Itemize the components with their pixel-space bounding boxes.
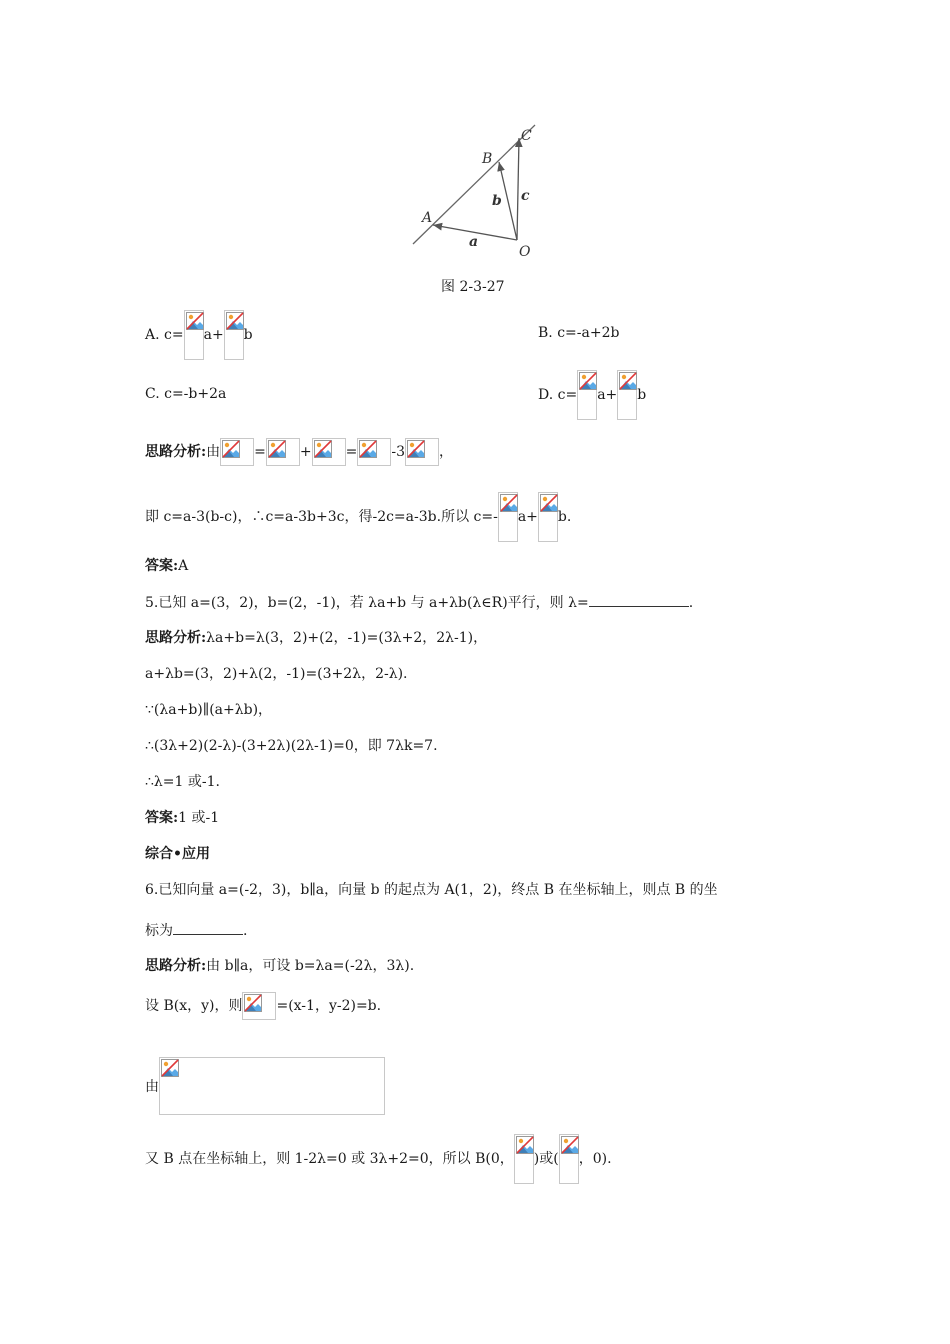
- point-label-o: O: [519, 244, 531, 260]
- vector-label-b: b: [492, 193, 502, 209]
- broken-image-icon: [540, 494, 558, 512]
- formula-image-icon: [538, 492, 558, 542]
- vector-c-arrow: [517, 138, 519, 240]
- question-text: 5.已知 a=(3，2)，b=(2，-1)，若 λa+b 与 a+λb(λ∈R)平行，则 λ=: [145, 595, 589, 611]
- question-text: 标为: [145, 923, 173, 939]
- analysis-text: 即 c=a-3(b-c)，∴c=a-3b+3c，得-2c=a-3b.所以 c=-: [145, 509, 498, 525]
- broken-image-icon: [359, 440, 377, 458]
- analysis-text: -3: [391, 444, 406, 460]
- q5-answer: [145, 808, 219, 828]
- analysis-text: =(x-1，y-2)=b.: [276, 998, 382, 1014]
- formula-image-icon: [405, 438, 439, 466]
- q4-answer: [145, 556, 188, 576]
- answer-blank[interactable]: [589, 592, 689, 607]
- option-d-suffix: b: [637, 387, 647, 403]
- broken-image-icon: [561, 1136, 579, 1154]
- option-b: B. c=-a+2b: [538, 325, 620, 341]
- analysis-label: 思路分析:: [145, 958, 207, 974]
- question-text: .: [688, 595, 694, 611]
- broken-image-icon: [244, 994, 262, 1012]
- vector-label-a: a: [469, 234, 479, 250]
- q6-analysis-line2: [145, 992, 381, 1020]
- broken-image-icon: [407, 440, 425, 458]
- q6-analysis-line4: [145, 1134, 612, 1184]
- point-label-b: B: [482, 151, 493, 167]
- figure-caption: 图 2-3-27: [441, 279, 505, 295]
- option-a-mid: a+: [203, 327, 224, 343]
- analysis-text: 由: [145, 1079, 159, 1095]
- formula-image-icon: [617, 370, 637, 420]
- vector-label-c: c: [521, 188, 530, 204]
- option-d-mid: a+: [597, 387, 618, 403]
- q6-prompt-line1: 6.已知向量 a=(-2，3)，b∥a，向量 b 的起点为 A(1，2)，终点 B 在坐标轴上，则点 B 的坐: [145, 882, 718, 898]
- broken-image-icon: [619, 372, 637, 390]
- option-d: [538, 370, 646, 420]
- analysis-text: 设 B(x，y)，则: [145, 998, 243, 1014]
- q5-analysis-line2: a+λb=(3，2)+λ(2，-1)=(3+2λ，2-λ).: [145, 666, 408, 682]
- analysis-text: λa+b=λ(3，2)+(2，-1)=(3λ+2，2λ-1)，: [206, 630, 488, 646]
- q5-analysis-line3: ∵(λa+b)∥(a+λb)，: [145, 702, 273, 718]
- analysis-text: =: [345, 444, 358, 460]
- broken-image-icon: [161, 1059, 179, 1077]
- formula-image-icon: [357, 438, 391, 466]
- option-d-prefix: D. c=: [538, 387, 578, 403]
- q4-analysis-line1: [145, 438, 453, 466]
- formula-image-icon: [514, 1134, 534, 1184]
- broken-image-icon: [500, 494, 518, 512]
- formula-image-icon: [266, 438, 300, 466]
- analysis-label: 思路分析:: [145, 630, 207, 646]
- analysis-text: a+: [517, 509, 538, 525]
- analysis-text: b.: [557, 509, 572, 525]
- broken-image-icon: [186, 312, 204, 330]
- option-a: [145, 310, 253, 360]
- section-title: 综合•应用: [145, 846, 210, 862]
- broken-image-icon: [579, 372, 597, 390]
- formula-image-icon: [159, 1057, 385, 1115]
- broken-image-icon: [222, 440, 240, 458]
- point-label-a: A: [422, 210, 433, 226]
- q5-analysis-line4: ∴(3λ+2)(2-λ)-(3+2λ)(2λ-1)=0，即 7λk=7.: [145, 738, 438, 754]
- q5-prompt: [145, 592, 693, 613]
- analysis-text: ，0).: [578, 1151, 612, 1167]
- broken-image-icon: [226, 312, 244, 330]
- formula-image-icon: [559, 1134, 579, 1184]
- answer-blank[interactable]: [173, 920, 243, 935]
- option-a-prefix: A. c=: [145, 327, 184, 343]
- answer-value: A: [178, 558, 189, 574]
- vector-figure: [405, 118, 550, 263]
- formula-image-icon: [242, 992, 276, 1020]
- option-c: C. c=-b+2a: [145, 386, 227, 402]
- analysis-label: 思路分析:: [145, 444, 207, 460]
- answer-label: 答案:: [145, 810, 179, 826]
- q6-analysis-line1: [145, 956, 414, 976]
- question-text: .: [243, 923, 248, 939]
- q5-analysis-line5: ∴λ=1 或-1.: [145, 774, 220, 790]
- formula-image-icon: [577, 370, 597, 420]
- broken-image-icon: [516, 1136, 534, 1154]
- broken-image-icon: [268, 440, 286, 458]
- formula-image-icon: [224, 310, 244, 360]
- analysis-text: 由: [206, 444, 221, 460]
- analysis-text: )或(: [533, 1151, 559, 1167]
- q6-prompt-line2: [145, 920, 247, 941]
- analysis-text: +: [299, 444, 312, 460]
- analysis-text: ，: [439, 444, 454, 460]
- broken-image-icon: [314, 440, 332, 458]
- formula-image-icon: [184, 310, 204, 360]
- answer-label: 答案:: [145, 558, 179, 574]
- analysis-text: =: [254, 444, 266, 460]
- point-label-c: C: [521, 128, 532, 144]
- option-a-suffix: b: [243, 327, 253, 343]
- analysis-text: 又 B 点在坐标轴上，则 1-2λ=0 或 3λ+2=0，所以 B(0，: [145, 1151, 514, 1167]
- q4-analysis-line2: [145, 492, 571, 542]
- q6-analysis-line3: [145, 1057, 385, 1115]
- q5-analysis-line1: [145, 628, 487, 648]
- formula-image-icon: [498, 492, 518, 542]
- answer-value: 1 或-1: [178, 810, 220, 826]
- formula-image-icon: [220, 438, 254, 466]
- analysis-text: 由 b∥a，可设 b=λa=(-2λ，3λ).: [206, 958, 415, 974]
- formula-image-icon: [312, 438, 346, 466]
